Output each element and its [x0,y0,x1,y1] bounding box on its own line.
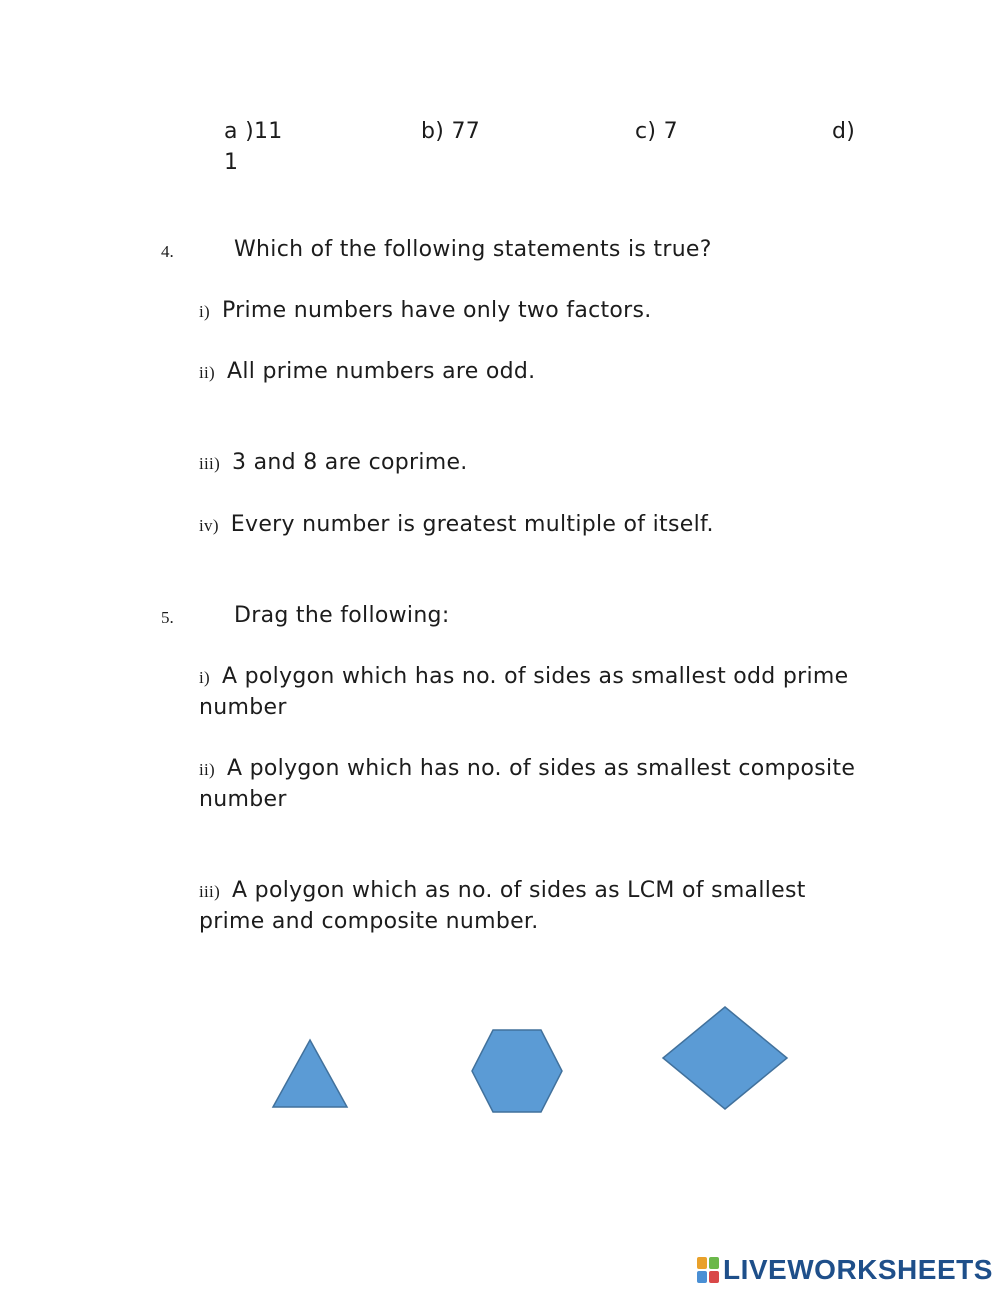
hexagon-shape[interactable] [469,1028,565,1114]
item-text: A polygon which as no. of sides as LCM of smallest prime and composite number. [199,878,806,934]
logo-text: LIVEWORKSHEETS [723,1254,993,1285]
option-a[interactable]: a )11 [224,119,283,144]
roman-numeral: iv) [199,516,219,535]
option-c[interactable]: c) 7 [635,119,678,144]
logo-icon [697,1257,719,1283]
rhombus-polygon[interactable] [663,1007,787,1109]
triangle-shape[interactable] [270,1038,350,1110]
roman-numeral: iii) [199,882,221,901]
statement-text: Prime numbers have only two factors. [221,298,652,323]
rhombus-shape[interactable] [661,1005,789,1111]
roman-numeral: iii) [199,454,221,473]
item-text: A polygon which has no. of sides as smallest composite number [199,756,856,812]
logo-block-1 [697,1257,707,1269]
item-text: A polygon which has no. of sides as smallest odd prime number [199,664,849,720]
q5-item-ii [199,754,889,815]
roman-numeral: ii) [199,363,216,382]
roman-numeral: i) [199,302,210,321]
liveworksheets-logo [697,1253,993,1287]
question-5-text: Drag the following: [234,603,450,628]
logo-block-4 [709,1271,719,1283]
roman-numeral: ii) [199,760,216,779]
q4-statement-iii[interactable] [199,448,468,479]
question-4-number: 4. [161,242,174,261]
statement-text: 3 and 8 are coprime. [232,450,468,475]
statement-text: All prime numbers are odd. [227,359,536,384]
triangle-polygon[interactable] [273,1040,347,1107]
option-b[interactable]: b) 77 [421,119,481,144]
q4-statement-ii[interactable] [199,357,535,388]
question-4-text: Which of the following statements is true? [234,237,712,262]
q5-item-i [199,662,889,723]
q5-item-iii [199,876,839,937]
logo-block-2 [709,1257,719,1269]
option-d[interactable]: d) [832,119,856,144]
q4-statement-i[interactable] [199,296,652,327]
hexagon-polygon[interactable] [472,1030,562,1112]
logo-block-3 [697,1271,707,1283]
option-d-value: 1 [224,150,239,175]
roman-numeral: i) [199,668,210,687]
q4-statement-iv[interactable] [199,510,714,541]
statement-text: Every number is greatest multiple of itself. [230,512,714,537]
question-5-number: 5. [161,608,174,627]
